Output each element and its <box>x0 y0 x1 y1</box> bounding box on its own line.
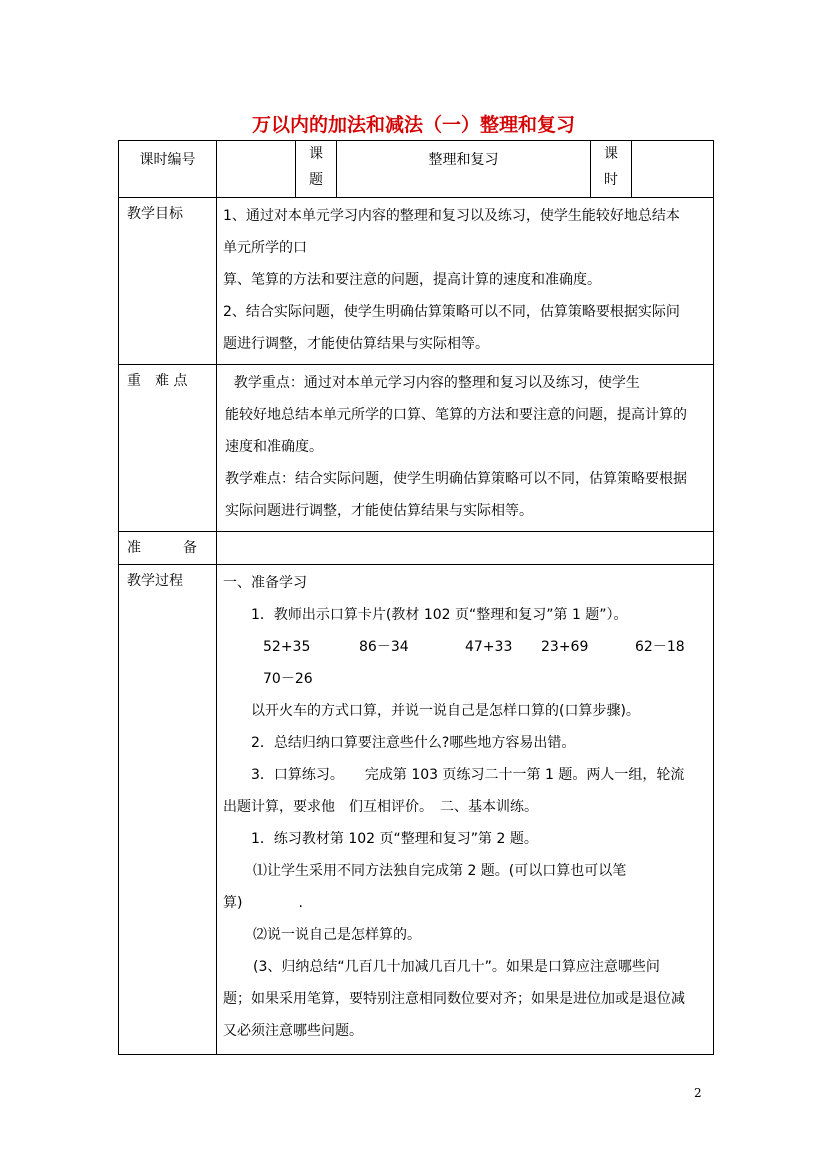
goals-line: 题进行调整，才能使估算结果与实际相等。 <box>223 336 489 352</box>
period-label-2: 时 <box>604 172 618 188</box>
prep-label-cell <box>119 532 217 565</box>
topic-label-2: 题 <box>309 172 323 188</box>
process-content <box>217 565 714 1055</box>
calc-item: 86－34 <box>359 639 409 655</box>
process-line: 以开火车的方式口算，并说一说自己是怎样口算的(口算步骤)。 <box>251 703 640 719</box>
page-number: 2 <box>694 1086 702 1100</box>
process-line: 题；如果采用笔算，要特别注意相同数位要对齐；如果是进位加或是退位减 <box>223 991 685 1007</box>
process-line: 又必须注意哪些问题。 <box>223 1023 363 1039</box>
process-row <box>119 565 714 1055</box>
process-line: ⑵说一说自己是怎样算的。 <box>253 927 421 943</box>
calc-item: 23+69 <box>541 639 589 655</box>
process-label: 教学过程 <box>127 573 183 589</box>
header-row <box>119 141 714 198</box>
goals-label: 教学目标 <box>127 206 183 222</box>
topic-label-1: 课 <box>309 146 323 162</box>
period-value <box>632 141 714 198</box>
goals-line: 2、结合实际问题，使学生明确估算策略可以不同，估算策略要根据实际问 <box>223 304 680 320</box>
key-points-label: 重 难 点 <box>127 373 188 389</box>
process-label-cell <box>119 565 217 1055</box>
goals-content <box>217 198 714 365</box>
prep-row <box>119 532 714 565</box>
key-points-line: 实际问题进行调整，才能使估算结果与实际相等。 <box>225 503 533 519</box>
lesson-no-value <box>217 141 296 198</box>
prep-label: 准 备 <box>127 540 197 556</box>
topic-value: 整理和复习 <box>428 152 499 168</box>
lesson-plan-table <box>118 140 714 1055</box>
process-line: 1．教师出示口算卡片(教材 102 页“整理和复习”第 1 题”）。 <box>251 607 628 623</box>
key-points-line: 能较好地总结本单元所学的口算、笔算的方法和要注意的问题，提高计算的 <box>225 407 687 423</box>
period-label-1: 课 <box>604 146 618 162</box>
key-points-line: 速度和准确度。 <box>225 439 323 455</box>
key-points-label-cell <box>119 365 217 532</box>
calc-row <box>223 631 709 663</box>
key-points-line: 教学难点：结合实际问题，使学生明确估算策略可以不同，估算策略要根据 <box>225 471 687 487</box>
calc-item: 52+35 <box>263 639 311 655</box>
topic-label-cell <box>296 141 337 198</box>
document-title: 万以内的加法和减法（一）整理和复习 <box>251 114 575 136</box>
goals-line: 1、通过对本单元学习内容的整理和复习以及练习，使学生能较好地总结本 <box>223 208 680 224</box>
process-line: ⑴让学生采用不同方法独自完成第 2 题。(可以口算也可以笔 <box>253 863 627 879</box>
process-line: 一、准备学习 <box>223 575 307 591</box>
process-line: (3、归纳总结“几百几十加减几百几十”。如果是口算应注意哪些问 <box>253 959 660 975</box>
process-line: 1．练习教材第 102 页“整理和复习”第 2 题。 <box>251 831 538 847</box>
goals-line: 单元所学的口 <box>223 240 307 256</box>
period-label-cell <box>591 141 632 198</box>
key-points-content <box>217 365 714 532</box>
topic-value-cell <box>337 141 591 198</box>
process-line: 出题计算，要求他 们互相评价。 二、基本训练。 <box>223 799 538 815</box>
calc-item: 47+33 <box>465 639 513 655</box>
process-line: 2．总结归纳口算要注意些什么?哪些地方容易出错。 <box>251 735 576 751</box>
process-line: 算) . <box>223 895 303 911</box>
lesson-no-label: 课时编号 <box>139 152 196 168</box>
goals-row <box>119 198 714 365</box>
goals-label-cell <box>119 198 217 365</box>
calc-last: 70－26 <box>263 671 313 687</box>
process-line: 3．口算练习。 完成第 103 页练习二十一第 1 题。两人一组，轮流 <box>251 767 685 783</box>
calc-item: 62－18 <box>635 639 685 655</box>
prep-value <box>217 532 714 565</box>
goals-line: 算、笔算的方法和要注意的问题，提高计算的速度和准确度。 <box>223 272 601 288</box>
key-points-row <box>119 365 714 532</box>
key-points-line: 教学重点：通过对本单元学习内容的整理和复习以及练习，使学生 <box>225 375 640 391</box>
lesson-no-label-cell <box>119 141 217 198</box>
